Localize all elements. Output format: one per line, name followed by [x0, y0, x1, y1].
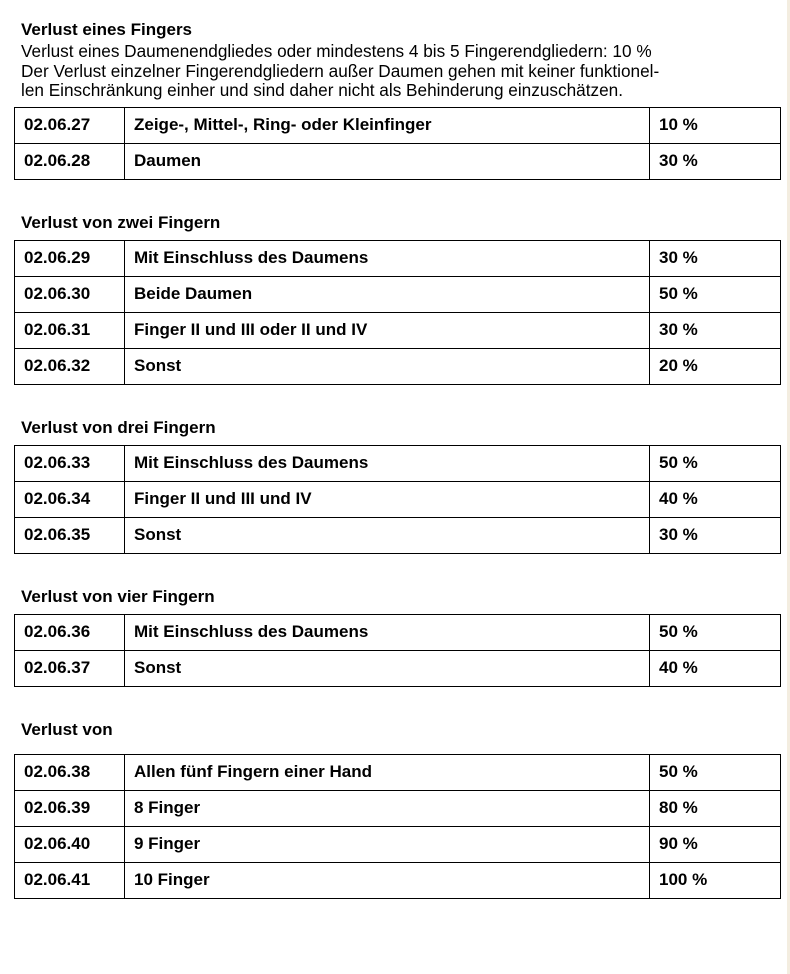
table-row	[15, 650, 781, 686]
row-percentage: 90 %	[650, 826, 781, 862]
row-percentage: 30 %	[650, 517, 781, 553]
row-code: 02.06.33	[15, 445, 125, 481]
row-description: 9 Finger	[125, 826, 650, 862]
row-description: Zeige-, Mittel-, Ring- oder Kleinfinger	[125, 107, 650, 143]
table-row	[15, 312, 781, 348]
table-row	[15, 754, 781, 790]
table-row	[15, 107, 781, 143]
row-description: Finger II und III oder II und IV	[125, 312, 650, 348]
section-title-four-fingers: Verlust von vier Fingern	[21, 586, 215, 606]
section-title-many-fingers: Verlust von	[21, 719, 113, 739]
row-description: Finger II und III und IV	[125, 481, 650, 517]
intro-line: len Einschränkung einher und sind daher nicht als Behinderung einzuschätzen.	[21, 80, 623, 100]
row-code: 02.06.37	[15, 650, 125, 686]
section-title-one-finger: Verlust eines Fingers	[21, 20, 193, 39]
intro-line: Verlust eines Daumenendgliedes oder mindestens 4 bis 5 Fingerendgliedern: 10 %	[21, 41, 652, 61]
table-four-fingers	[14, 614, 781, 687]
row-code: 02.06.41	[15, 862, 125, 898]
row-code: 02.06.27	[15, 107, 125, 143]
intro-line: Der Verlust einzelner Fingerendgliedern außer Daumen gehen mit keiner funktionel-	[21, 60, 660, 81]
table-row	[15, 614, 781, 650]
table-row	[15, 276, 781, 312]
row-description: Daumen	[125, 143, 650, 179]
row-percentage: 30 %	[650, 240, 781, 276]
section-title-two-fingers: Verlust von zwei Fingern	[21, 212, 221, 232]
row-description: Beide Daumen	[125, 276, 650, 312]
intro-paragraph	[14, 42, 766, 101]
table-row	[15, 481, 781, 517]
row-percentage: 50 %	[650, 614, 781, 650]
row-description: 10 Finger	[125, 862, 650, 898]
row-percentage: 10 %	[650, 107, 781, 143]
table-row	[15, 143, 781, 179]
table-three-fingers	[14, 445, 781, 554]
row-description: Allen fünf Fingern einer Hand	[125, 754, 650, 790]
row-code: 02.06.34	[15, 481, 125, 517]
row-description: Mit Einschluss des Daumens	[125, 445, 650, 481]
row-description: Sonst	[125, 650, 650, 686]
table-row	[15, 517, 781, 553]
table-row	[15, 790, 781, 826]
row-description: Mit Einschluss des Daumens	[125, 614, 650, 650]
row-code: 02.06.32	[15, 348, 125, 384]
row-percentage: 50 %	[650, 445, 781, 481]
section-title-three-fingers: Verlust von drei Fingern	[21, 417, 216, 437]
row-code: 02.06.39	[15, 790, 125, 826]
row-percentage: 80 %	[650, 790, 781, 826]
table-one-finger	[14, 107, 781, 180]
row-description: Mit Einschluss des Daumens	[125, 240, 650, 276]
table-row	[15, 445, 781, 481]
row-description: Sonst	[125, 517, 650, 553]
table-many-fingers	[14, 754, 781, 899]
row-code: 02.06.28	[15, 143, 125, 179]
table-row	[15, 826, 781, 862]
row-percentage: 20 %	[650, 348, 781, 384]
row-code: 02.06.38	[15, 754, 125, 790]
table-row	[15, 240, 781, 276]
row-code: 02.06.30	[15, 276, 125, 312]
row-code: 02.06.29	[15, 240, 125, 276]
row-code: 02.06.35	[15, 517, 125, 553]
table-row	[15, 348, 781, 384]
row-percentage: 40 %	[650, 481, 781, 517]
row-description: Sonst	[125, 348, 650, 384]
row-description: 8 Finger	[125, 790, 650, 826]
row-code: 02.06.36	[15, 614, 125, 650]
table-row	[15, 862, 781, 898]
row-percentage: 50 %	[650, 754, 781, 790]
row-percentage: 30 %	[650, 312, 781, 348]
row-code: 02.06.31	[15, 312, 125, 348]
row-code: 02.06.40	[15, 826, 125, 862]
table-two-fingers	[14, 240, 781, 385]
row-percentage: 100 %	[650, 862, 781, 898]
row-percentage: 50 %	[650, 276, 781, 312]
row-percentage: 40 %	[650, 650, 781, 686]
row-percentage: 30 %	[650, 143, 781, 179]
document	[14, 20, 780, 899]
